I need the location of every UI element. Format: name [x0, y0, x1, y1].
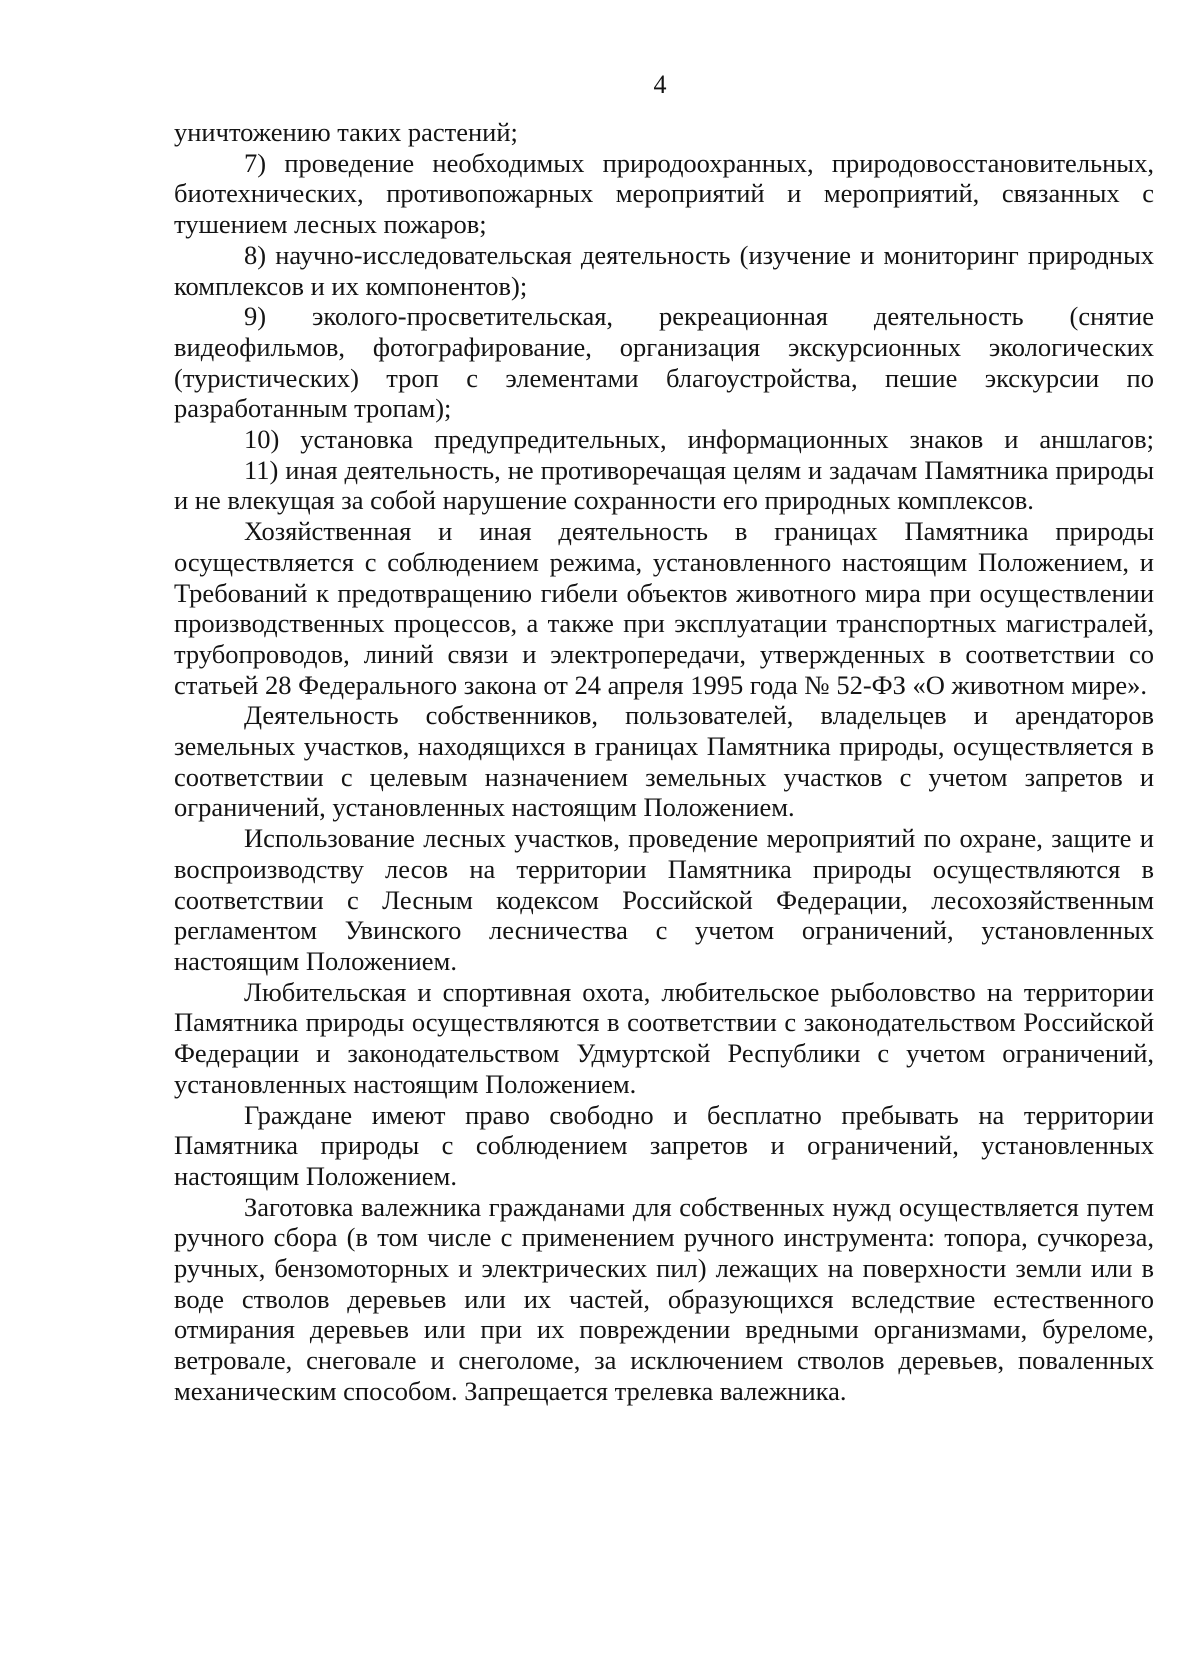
list-item-11: 11) иная деятельность, не противоречащая целям и задачам Памятника природы и не влекущая за собой нарушение сохранности его природных комплексов. — [174, 454, 1154, 516]
list-item-8: 8) научно-исследовательская деятельность (изучение и мониторинг природных комплексов и их компонентов); — [174, 239, 1154, 301]
paragraph-deadwood-collection: Заготовка валежника гражданами для собственных нужд осуществляется путем ручного сбора (в том числе с применением ручного инструмента: топора, сучкореза, ручных, бензомоторных и электрических пил) лежащих на поверхности земли или в воде стволов деревьев или их частей, образующихся вследствие естественного отмирания деревьев или при их повреждении вредными организмами, буреломе, ветровале, снеговале и снеголоме, за исключением стволов деревьев, поваленных механическим способом. Запрещается трелевка валежника. — [174, 1191, 1154, 1406]
paragraph-economic-activity: Хозяйственная и иная деятельность в границах Памятника природы осуществляется с соблюдением режима, установленного настоящим Положением, и Требований к предотвращению гибели объектов животного мира при осуществлении производственных процессов, а также при эксплуатации транспортных магистралей, трубопроводов, линий связи и электропередачи, утвержденных в соответствии со статьей 28 Федерального закона от 24 апреля 1995 года № 52-ФЗ «О животном мире». — [174, 516, 1154, 700]
page-number: 4 — [653, 70, 667, 99]
paragraph-land-owners: Деятельность собственников, пользователей, владельцев и арендаторов земельных участков, находящихся в границах Памятника природы, осуществляется в соответствии с целевым назначением земельных участков с учетом запретов и ограничений, установленных настоящим Положением. — [174, 700, 1154, 823]
paragraph-citizens-rights: Граждане имеют право свободно и бесплатно пребывать на территории Памятника природы с соблюдением запретов и ограничений, установленных настоящим Положением. — [174, 1099, 1154, 1191]
document-body — [174, 117, 1154, 1407]
paragraph-forest-use: Использование лесных участков, проведение мероприятий по охране, защите и воспроизводству лесов на территории Памятника природы осуществляются в соответствии с Лесным кодексом Российской Федерации, лесохозяйственным регламентом Увинского лесничества с учетом ограничений, установленных настоящим Положением. — [174, 823, 1154, 976]
paragraph: уничтожению таких растений; — [174, 117, 518, 147]
paragraph-hunting-fishing: Любительская и спортивная охота, любительское рыболовство на территории Памятника природы осуществляются в соответствии с законодательством Российской Федерации и законодательством Удмуртской Республики с учетом ограничений, установленных настоящим Положением. — [174, 976, 1154, 1099]
list-item-7: 7) проведение необходимых природоохранных, природовосстановительных, биотехнических, противопожарных мероприятий и мероприятий, связанных с тушением лесных пожаров; — [174, 147, 1154, 240]
list-item-9: 9) эколого-просветительская, рекреационная деятельность (снятие видеофильмов, фотографирование, организация экскурсионных экологических (туристических) троп с элементами благоустройства, пешие экскурсии по разработанным тропам); — [174, 301, 1154, 424]
list-item-10: 10) установка предупредительных, информационных знаков и аншлагов; — [244, 424, 1154, 455]
